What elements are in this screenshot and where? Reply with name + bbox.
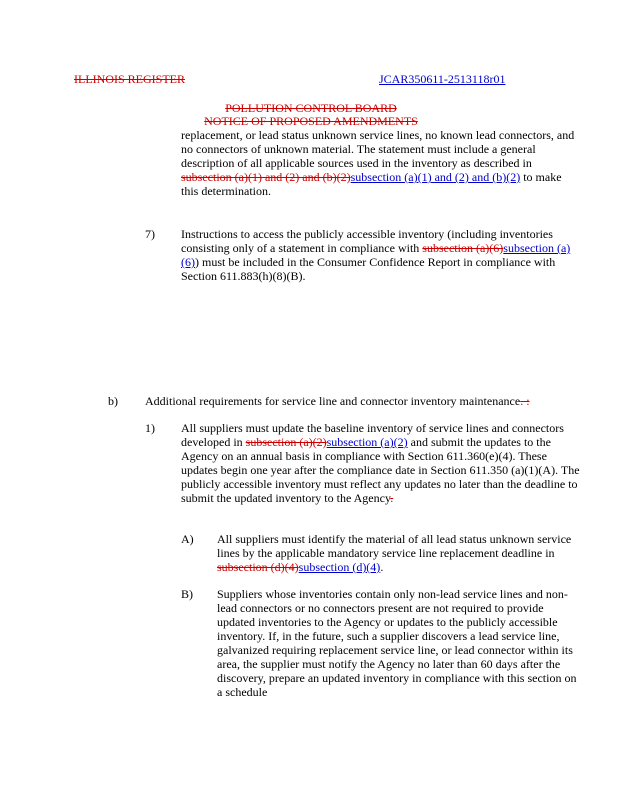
- paragraph-continued-text: [181, 128, 581, 198]
- subsection-b-heading: [145, 394, 585, 408]
- item-7-text: [181, 227, 581, 283]
- text-run: and submit the updates to the Agency on an annual basis in compliance with Section 611.360(e)(4). These updates begin one year after the compliance date in Section 611.350 (a)(1)(A). The publicly accessible inventory must reflect any updates no later than the deadline to submit the updated inventory to the Agency: [181, 435, 580, 505]
- board-title-text: POLLUTION CONTROL BOARD: [225, 101, 397, 115]
- deleted-text: .: [390, 491, 394, 505]
- text-run: replacement, or lead status unknown service lines, no known lead connectors, and no connectors of unknown material. The statement must include a general description of all applicable sources used in the inventory as described in: [181, 128, 575, 170]
- item-B: [217, 587, 579, 699]
- text-run: Instructions to access the publicly accessible inventory (including inventories consisting only of a statement in compliance with: [181, 227, 553, 255]
- subsection-b-marker: [108, 394, 118, 408]
- header-left-text: ILLINOIS REGISTER: [74, 72, 185, 86]
- text-run: ) must be included in the Consumer Confidence Report in compliance with Section 611.883(h)(8)(B).: [181, 255, 556, 283]
- text-run: All suppliers must update the baseline inventory of service lines and connectors developed in: [181, 421, 564, 449]
- deleted-text: . :: [520, 394, 530, 408]
- text-run: Additional requirements for service line and connector inventory maintenance: [145, 394, 521, 408]
- inserted-text: subsection (a)(1) and (2) and (b)(2): [350, 170, 521, 184]
- item-1-marker: [145, 421, 155, 435]
- text-run: .: [380, 560, 384, 574]
- marker-text: 1): [145, 421, 155, 435]
- header-right-text: JCAR350611-2513118r01: [379, 72, 506, 86]
- marker-text: 7): [145, 227, 155, 241]
- deleted-text: subsection (a)(2): [245, 435, 327, 449]
- jcar-code: [379, 72, 505, 86]
- item-A: [217, 532, 587, 574]
- inserted-text: subsection (a)(6): [181, 241, 571, 269]
- item-1: [181, 421, 581, 505]
- inserted-text: subsection (a)(2): [326, 435, 408, 449]
- inserted-text: subsection (d)(4): [298, 560, 381, 574]
- register-header: [74, 72, 185, 86]
- item-7: [181, 227, 581, 283]
- paragraph-continued: [181, 128, 581, 198]
- text-run: Suppliers whose inventories contain only non-lead service lines and non-lead connectors or no connectors present are not required to provide updated inventories to the Agency or updates to the publicly accessible inventory. If, in the future, such a supplier discovers a lead service line, galvanized requiring replacement service line, or lead connector within its area, the supplier must notify the Agency no later than 60 days after the discovery, prepare an updated inventory in compliance with this section on a schedule: [217, 587, 577, 699]
- item-B-marker: [181, 587, 193, 601]
- item-1-text: [181, 421, 581, 505]
- subsection-b-text: [145, 394, 585, 408]
- notice-title-text: NOTICE OF PROPOSED AMENDMENTS: [204, 114, 418, 128]
- marker-text: b): [108, 394, 118, 408]
- deleted-text: subsection (a)(6): [422, 241, 504, 255]
- marker-text: B): [181, 587, 193, 601]
- notice-title: [181, 114, 441, 128]
- text-run: to make this determination.: [181, 170, 562, 198]
- board-title: [181, 101, 441, 115]
- deleted-text: subsection (a)(1) and (2) and (b)(2): [181, 170, 351, 184]
- item-A-marker: [181, 532, 194, 546]
- item-B-text: [217, 587, 579, 699]
- item-7-marker: [145, 227, 155, 241]
- deleted-text: subsection (d)(4): [217, 560, 299, 574]
- marker-text: A): [181, 532, 194, 546]
- text-run: All suppliers must identify the material of all lead status unknown service lines by the applicable mandatory service line replacement deadline in: [217, 532, 572, 560]
- item-A-text: [217, 532, 587, 574]
